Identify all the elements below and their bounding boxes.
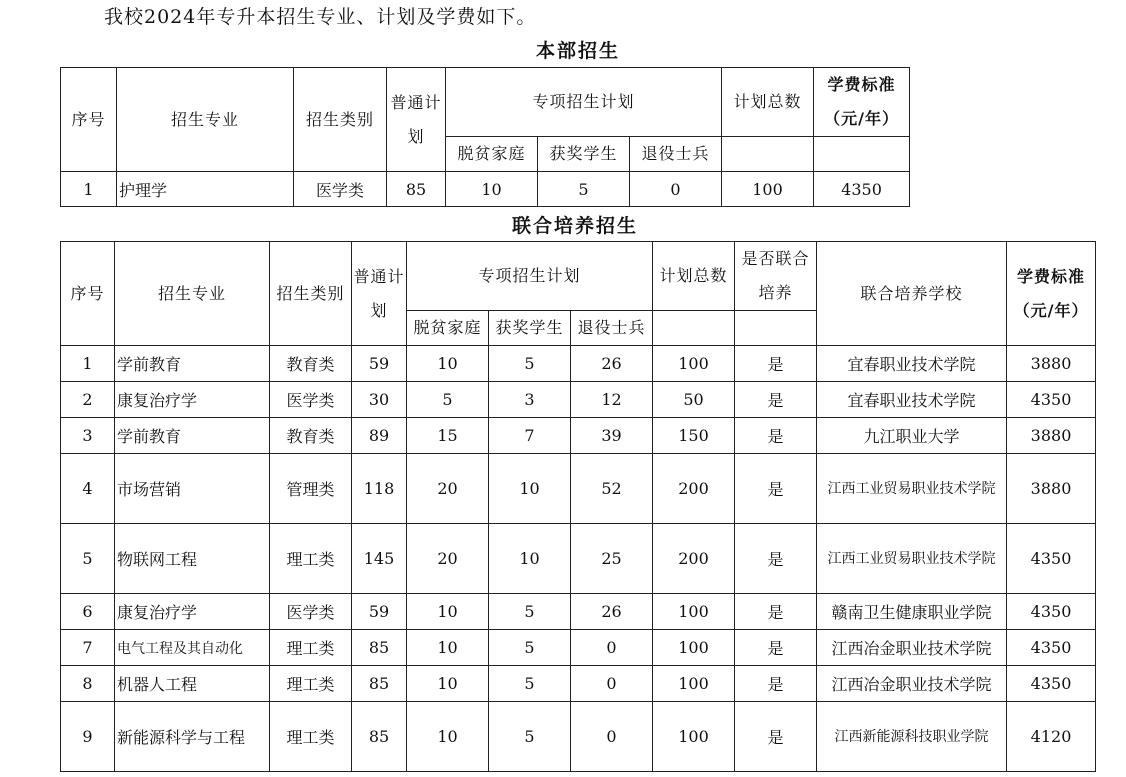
cell-category: 管理类 (270, 454, 352, 524)
header-total-plan: 计划总数 (653, 242, 735, 311)
cell-total: 200 (653, 524, 735, 594)
header-seq: 序号 (61, 242, 115, 346)
cell-regular: 59 (352, 346, 407, 382)
cell-fee: 3880 (1007, 346, 1096, 382)
cell-major: 物联网工程 (115, 524, 270, 594)
cell-regular: 85 (387, 172, 446, 207)
header-regular-plan: 普通计划 (352, 242, 407, 346)
cell-award: 5 (538, 172, 630, 207)
cell-category: 理工类 (270, 630, 352, 666)
cell-seq: 7 (61, 630, 115, 666)
header-fee: 学费标准（元/年） (814, 68, 910, 137)
header-joint-flag: 是否联合培养 (735, 242, 817, 311)
cell-veteran: 25 (571, 524, 653, 594)
cell-total: 100 (653, 702, 735, 772)
cell-major: 康复治疗学 (115, 594, 270, 630)
cell-total: 100 (653, 630, 735, 666)
cell-category: 医学类 (270, 594, 352, 630)
cell-total: 100 (722, 172, 814, 207)
table-row (61, 630, 1096, 666)
cell-regular: 59 (352, 594, 407, 630)
section-title-main-campus: 本部招生 (536, 40, 621, 62)
table-row (61, 382, 1096, 418)
cell-regular: 145 (352, 524, 407, 594)
header-veteran: 退役士兵 (571, 311, 653, 346)
cell-seq: 1 (61, 172, 117, 207)
cell-seq: 4 (61, 454, 115, 524)
table-row (61, 524, 1096, 594)
header-empty (735, 311, 817, 346)
cell-veteran: 0 (571, 630, 653, 666)
header-poverty: 脱贫家庭 (407, 311, 489, 346)
cell-poverty: 5 (407, 382, 489, 418)
cell-regular: 30 (352, 382, 407, 418)
table-row (61, 418, 1096, 454)
cell-total: 100 (653, 346, 735, 382)
table-row (61, 666, 1096, 702)
cell-major: 新能源科学与工程 (115, 702, 270, 772)
cell-regular: 89 (352, 418, 407, 454)
cell-veteran: 39 (571, 418, 653, 454)
section-title-joint: 联合培养招生 (512, 215, 639, 237)
cell-fee: 4350 (814, 172, 910, 207)
cell-joint: 是 (735, 666, 817, 702)
cell-award: 5 (489, 594, 571, 630)
cell-award: 5 (489, 630, 571, 666)
cell-fee: 4350 (1007, 630, 1096, 666)
cell-fee: 3880 (1007, 454, 1096, 524)
header-poverty: 脱贫家庭 (446, 137, 538, 172)
header-total-plan: 计划总数 (722, 68, 814, 137)
cell-category: 教育类 (270, 346, 352, 382)
header-empty (814, 137, 910, 172)
cell-award: 5 (489, 702, 571, 772)
header-joint-school: 联合培养学校 (817, 242, 1007, 346)
cell-seq: 2 (61, 382, 115, 418)
cell-award: 5 (489, 666, 571, 702)
joint-training-table (60, 241, 1096, 772)
cell-major: 市场营销 (115, 454, 270, 524)
cell-joint: 是 (735, 454, 817, 524)
cell-poverty: 10 (407, 594, 489, 630)
cell-poverty: 10 (446, 172, 538, 207)
cell-joint: 是 (735, 346, 817, 382)
header-major: 招生专业 (117, 68, 294, 172)
cell-school: 赣南卫生健康职业学院 (817, 594, 1007, 630)
cell-poverty: 10 (407, 346, 489, 382)
cell-school: 江西工业贸易职业技术学院 (817, 524, 1007, 594)
cell-major: 康复治疗学 (115, 382, 270, 418)
cell-major: 学前教育 (115, 418, 270, 454)
cell-major: 学前教育 (115, 346, 270, 382)
cell-veteran: 26 (571, 594, 653, 630)
cell-total: 150 (653, 418, 735, 454)
cell-school: 江西工业贸易职业技术学院 (817, 454, 1007, 524)
cell-fee: 4350 (1007, 594, 1096, 630)
header-regular-plan: 普通计划 (387, 68, 446, 172)
table-row (61, 172, 910, 207)
cell-veteran: 0 (571, 702, 653, 772)
cell-school: 宜春职业技术学院 (817, 346, 1007, 382)
cell-school: 宜春职业技术学院 (817, 382, 1007, 418)
cell-fee: 4350 (1007, 524, 1096, 594)
cell-category: 理工类 (270, 666, 352, 702)
header-seq: 序号 (61, 68, 117, 172)
cell-fee: 4120 (1007, 702, 1096, 772)
cell-seq: 9 (61, 702, 115, 772)
header-category: 招生类别 (270, 242, 352, 346)
header-veteran: 退役士兵 (630, 137, 722, 172)
header-fee: 学费标准（元/年） (1007, 242, 1096, 346)
cell-category: 教育类 (270, 418, 352, 454)
table-row (61, 454, 1096, 524)
cell-poverty: 20 (407, 454, 489, 524)
cell-joint: 是 (735, 524, 817, 594)
header-award: 获奖学生 (538, 137, 630, 172)
cell-school: 江西冶金职业技术学院 (817, 666, 1007, 702)
intro-text: 我校2024年专升本招生专业、计划及学费如下。 (104, 6, 537, 28)
header-category: 招生类别 (294, 68, 387, 172)
cell-joint: 是 (735, 702, 817, 772)
cell-poverty: 10 (407, 666, 489, 702)
cell-fee: 4350 (1007, 666, 1096, 702)
cell-category: 医学类 (270, 382, 352, 418)
main-campus-table (60, 67, 910, 207)
cell-category: 理工类 (270, 524, 352, 594)
cell-regular: 118 (352, 454, 407, 524)
header-award: 获奖学生 (489, 311, 571, 346)
cell-seq: 6 (61, 594, 115, 630)
cell-veteran: 26 (571, 346, 653, 382)
cell-fee: 3880 (1007, 418, 1096, 454)
cell-award: 3 (489, 382, 571, 418)
cell-veteran: 0 (630, 172, 722, 207)
cell-poverty: 15 (407, 418, 489, 454)
cell-school: 江西新能源科技职业学院 (817, 702, 1007, 772)
cell-regular: 85 (352, 666, 407, 702)
table-row (61, 702, 1096, 772)
cell-veteran: 52 (571, 454, 653, 524)
cell-total: 100 (653, 594, 735, 630)
cell-school: 九江职业大学 (817, 418, 1007, 454)
cell-poverty: 10 (407, 630, 489, 666)
cell-veteran: 0 (571, 666, 653, 702)
header-empty (653, 311, 735, 346)
cell-major: 护理学 (117, 172, 294, 207)
cell-poverty: 10 (407, 702, 489, 772)
cell-total: 50 (653, 382, 735, 418)
cell-total: 100 (653, 666, 735, 702)
table-row (61, 346, 1096, 382)
cell-seq: 1 (61, 346, 115, 382)
cell-joint: 是 (735, 630, 817, 666)
cell-joint: 是 (735, 594, 817, 630)
header-special-plan: 专项招生计划 (407, 242, 653, 311)
cell-award: 7 (489, 418, 571, 454)
header-major: 招生专业 (115, 242, 270, 346)
header-special-plan: 专项招生计划 (446, 68, 722, 137)
cell-category: 医学类 (294, 172, 387, 207)
cell-fee: 4350 (1007, 382, 1096, 418)
cell-joint: 是 (735, 418, 817, 454)
header-empty (722, 137, 814, 172)
cell-major: 机器人工程 (115, 666, 270, 702)
cell-award: 10 (489, 524, 571, 594)
cell-school: 江西冶金职业技术学院 (817, 630, 1007, 666)
cell-major: 电气工程及其自动化 (115, 630, 270, 666)
cell-joint: 是 (735, 382, 817, 418)
cell-seq: 5 (61, 524, 115, 594)
cell-regular: 85 (352, 630, 407, 666)
cell-total: 200 (653, 454, 735, 524)
cell-category: 理工类 (270, 702, 352, 772)
cell-seq: 3 (61, 418, 115, 454)
cell-award: 10 (489, 454, 571, 524)
cell-regular: 85 (352, 702, 407, 772)
table-row (61, 594, 1096, 630)
cell-poverty: 20 (407, 524, 489, 594)
cell-seq: 8 (61, 666, 115, 702)
cell-veteran: 12 (571, 382, 653, 418)
cell-award: 5 (489, 346, 571, 382)
